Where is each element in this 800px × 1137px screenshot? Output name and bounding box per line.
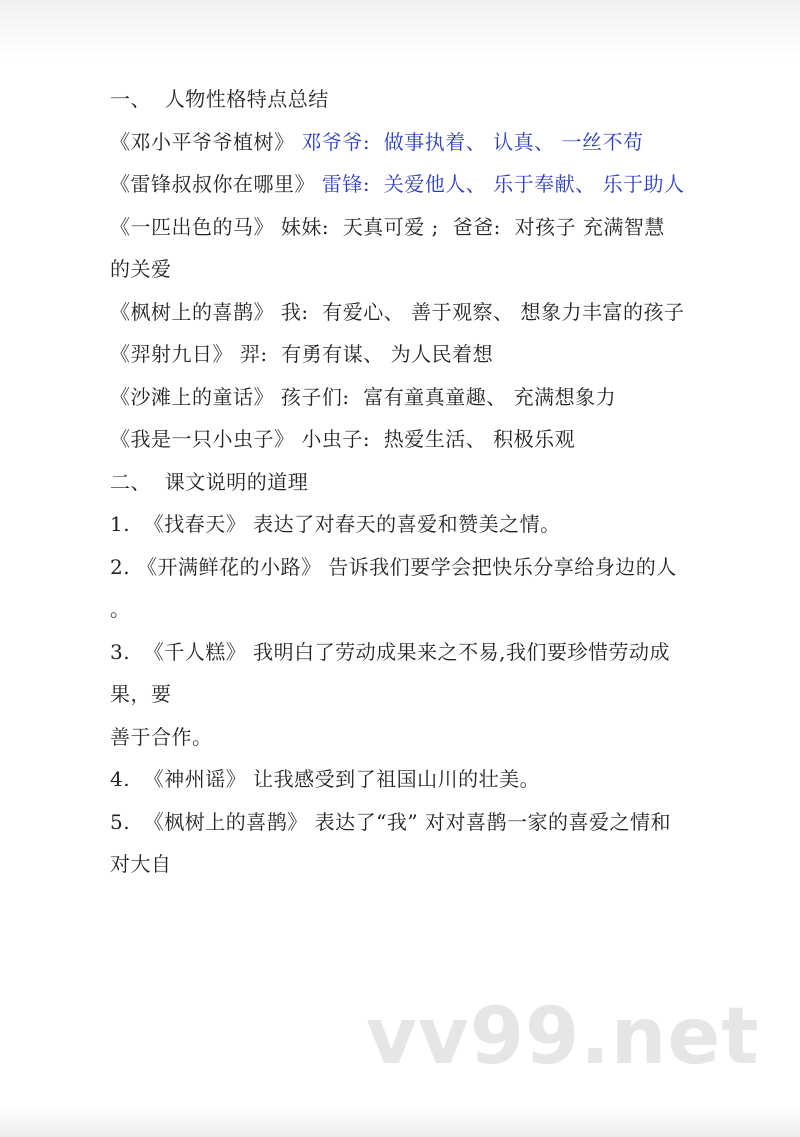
lesson-line: 5. 《枫树上的喜鹊》 表达了“我” 对对喜鹊一家的喜爱之情和对大自 [110, 809, 671, 876]
trait-line [110, 121, 685, 164]
trait-line: 《沙滩上的童话》 孩子们: 富有童真童趣、 充满想象力 [110, 384, 617, 409]
book-title: 《雷锋叔叔你在哪里》 [110, 172, 315, 196]
trait-line: 《一匹出色的马》 妹妹: 天真可爱 ; 爸爸: 对孩子 充满智慧 的关爱 [110, 214, 672, 281]
lesson-line: 3. 《千人糕》 我明白了劳动成果来之不易,我们要珍惜劳动成果，要 [110, 639, 671, 706]
lesson-line: 2. 《开满鲜花的小路》 告诉我们要学会把快乐分享给身边的人 。 [110, 554, 684, 621]
section-heading: 一、 人物性格特点总结 [110, 87, 329, 111]
document-body [110, 78, 685, 886]
section-heading: 二、 课文说明的道理 [110, 469, 309, 494]
trait-description: 邓爷爷: 做事执着、 认真、 一丝不苟 [294, 129, 644, 154]
trait-line [110, 163, 685, 206]
book-title: 《邓小平爷爷植树》 [110, 129, 295, 154]
trait-line: 《羿射九日》 羿: 有勇有谋、 为人民着想 [110, 342, 494, 366]
lesson-line: 1. 《找春天》 表达了对春天的喜爱和赞美之情。 [110, 512, 561, 536]
lesson-line: 善于合作。 [110, 724, 213, 749]
trait-line: 《枫树上的喜鹊》 我: 有爱心、 善于观察、 想象力丰富的孩子 [110, 299, 685, 324]
watermark-text: vv99.net [366, 992, 760, 1082]
trait-line: 《我是一只小虫子》 小虫子: 热爱生活、 积极乐观 [110, 427, 576, 451]
top-shadow [0, 0, 800, 60]
bottom-shadow [0, 1107, 800, 1137]
trait-description: 雷锋: 关爱他人、 乐于奉献、 乐于助人 [315, 172, 685, 196]
lesson-line: 4. 《神州谣》 让我感受到了祖国山川的壮美。 [110, 767, 541, 791]
